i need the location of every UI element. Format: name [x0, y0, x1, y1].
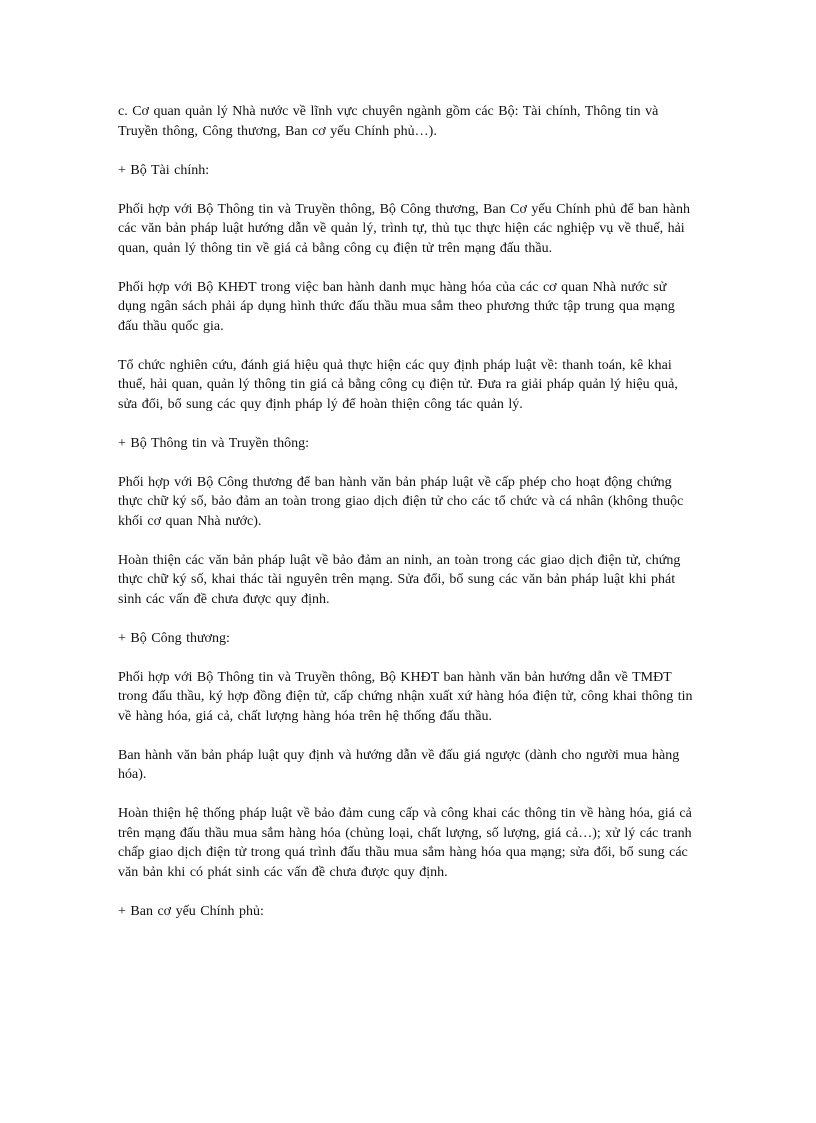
trade-paragraph-1: Phối hợp với Bộ Thông tin và Truyền thông, Bộ KHĐT ban hành văn bản hướng dẫn về TMĐT trong đấu thầu, ký hợp đồng điện tử, cấp chứng nhận xuất xứ hàng hóa điện tử, công khai thông tin về hàng hóa, giá cả, chất lượng hàng hóa trên hệ thống đấu thầu. — [118, 669, 693, 724]
information-paragraph-1: Phối hợp với Bộ Công thương để ban hành văn bản pháp luật về cấp phép cho hoạt động chứng thực chữ ký số, bảo đảm an toàn trong giao dịch điện tử cho các tổ chức và cá nhân (không thuộc khối cơ quan Nhà nước). — [118, 474, 684, 529]
finance-paragraph-3: Tổ chức nghiên cứu, đánh giá hiệu quả thực hiện các quy định pháp luật về: thanh toán, kê khai thuế, hải quan, quản lý thông tin giá cả bằng công cụ điện tử. Đưa ra giải pháp quản lý hiệu quả, sửa đổi, bổ sung các quy định pháp lý để hoàn thiện công tác quản lý. — [118, 357, 678, 412]
heading-ministry-of-industry-trade: + Bộ Công thương: — [118, 630, 230, 646]
intro-paragraph: c. Cơ quan quản lý Nhà nước về lĩnh vực chuyên ngành gồm các Bộ: Tài chính, Thông tin và Truyền thông, Công thương, Ban cơ yếu Chính phủ…). — [118, 104, 659, 139]
trade-paragraph-3: Hoàn thiện hệ thống pháp luật về bảo đảm cung cấp và công khai các thông tin về hàng hóa, giá cả trên mạng đấu thầu mua sắm hàng hóa (chủng loại, chất lượng, số lượng, giá cả…); xử lý các tranh chấp giao dịch điện tử trong quá trình đấu thầu mua sắm hàng hóa qua mạng; sửa đổi, bổ sung các văn bản khi có phát sinh các vấn đề chưa được quy định. — [118, 806, 692, 880]
information-paragraph-2: Hoàn thiện các văn bản pháp luật về bảo đảm an ninh, an toàn trong các giao dịch điện tử, chứng thực chữ ký số, khai thác tài nguyên trên mạng. Sửa đổi, bổ sung các văn bản pháp luật khi phát sinh các vấn đề chưa được quy định. — [118, 552, 681, 607]
heading-government-cipher-committee: + Ban cơ yếu Chính phủ: — [118, 903, 264, 919]
finance-paragraph-2: Phối hợp với Bộ KHĐT trong việc ban hành danh mục hàng hóa của các cơ quan Nhà nước sử dụng ngân sách phải áp dụng hình thức đấu thầu mua sắm theo phương thức tập trung qua mạng đấu thầu quốc gia. — [118, 279, 675, 334]
heading-ministry-of-finance: + Bộ Tài chính: — [118, 162, 210, 178]
trade-paragraph-2: Ban hành văn bản pháp luật quy định và hướng dẫn về đấu giá ngược (dành cho người mua hàng hóa). — [118, 747, 680, 782]
finance-paragraph-1: Phối hợp với Bộ Thông tin và Truyền thông, Bộ Công thương, Ban Cơ yếu Chính phủ để ban hành các văn bản pháp luật hướng dẫn về quản lý, trình tự, thủ tục thực hiện các nghiệp vụ về thuế, hải quan, quản lý thông tin về giá cả bằng công cụ điện tử trên mạng đấu thầu. — [118, 201, 691, 256]
document-page — [118, 102, 698, 941]
heading-ministry-of-information: + Bộ Thông tin và Truyền thông: — [118, 435, 309, 451]
